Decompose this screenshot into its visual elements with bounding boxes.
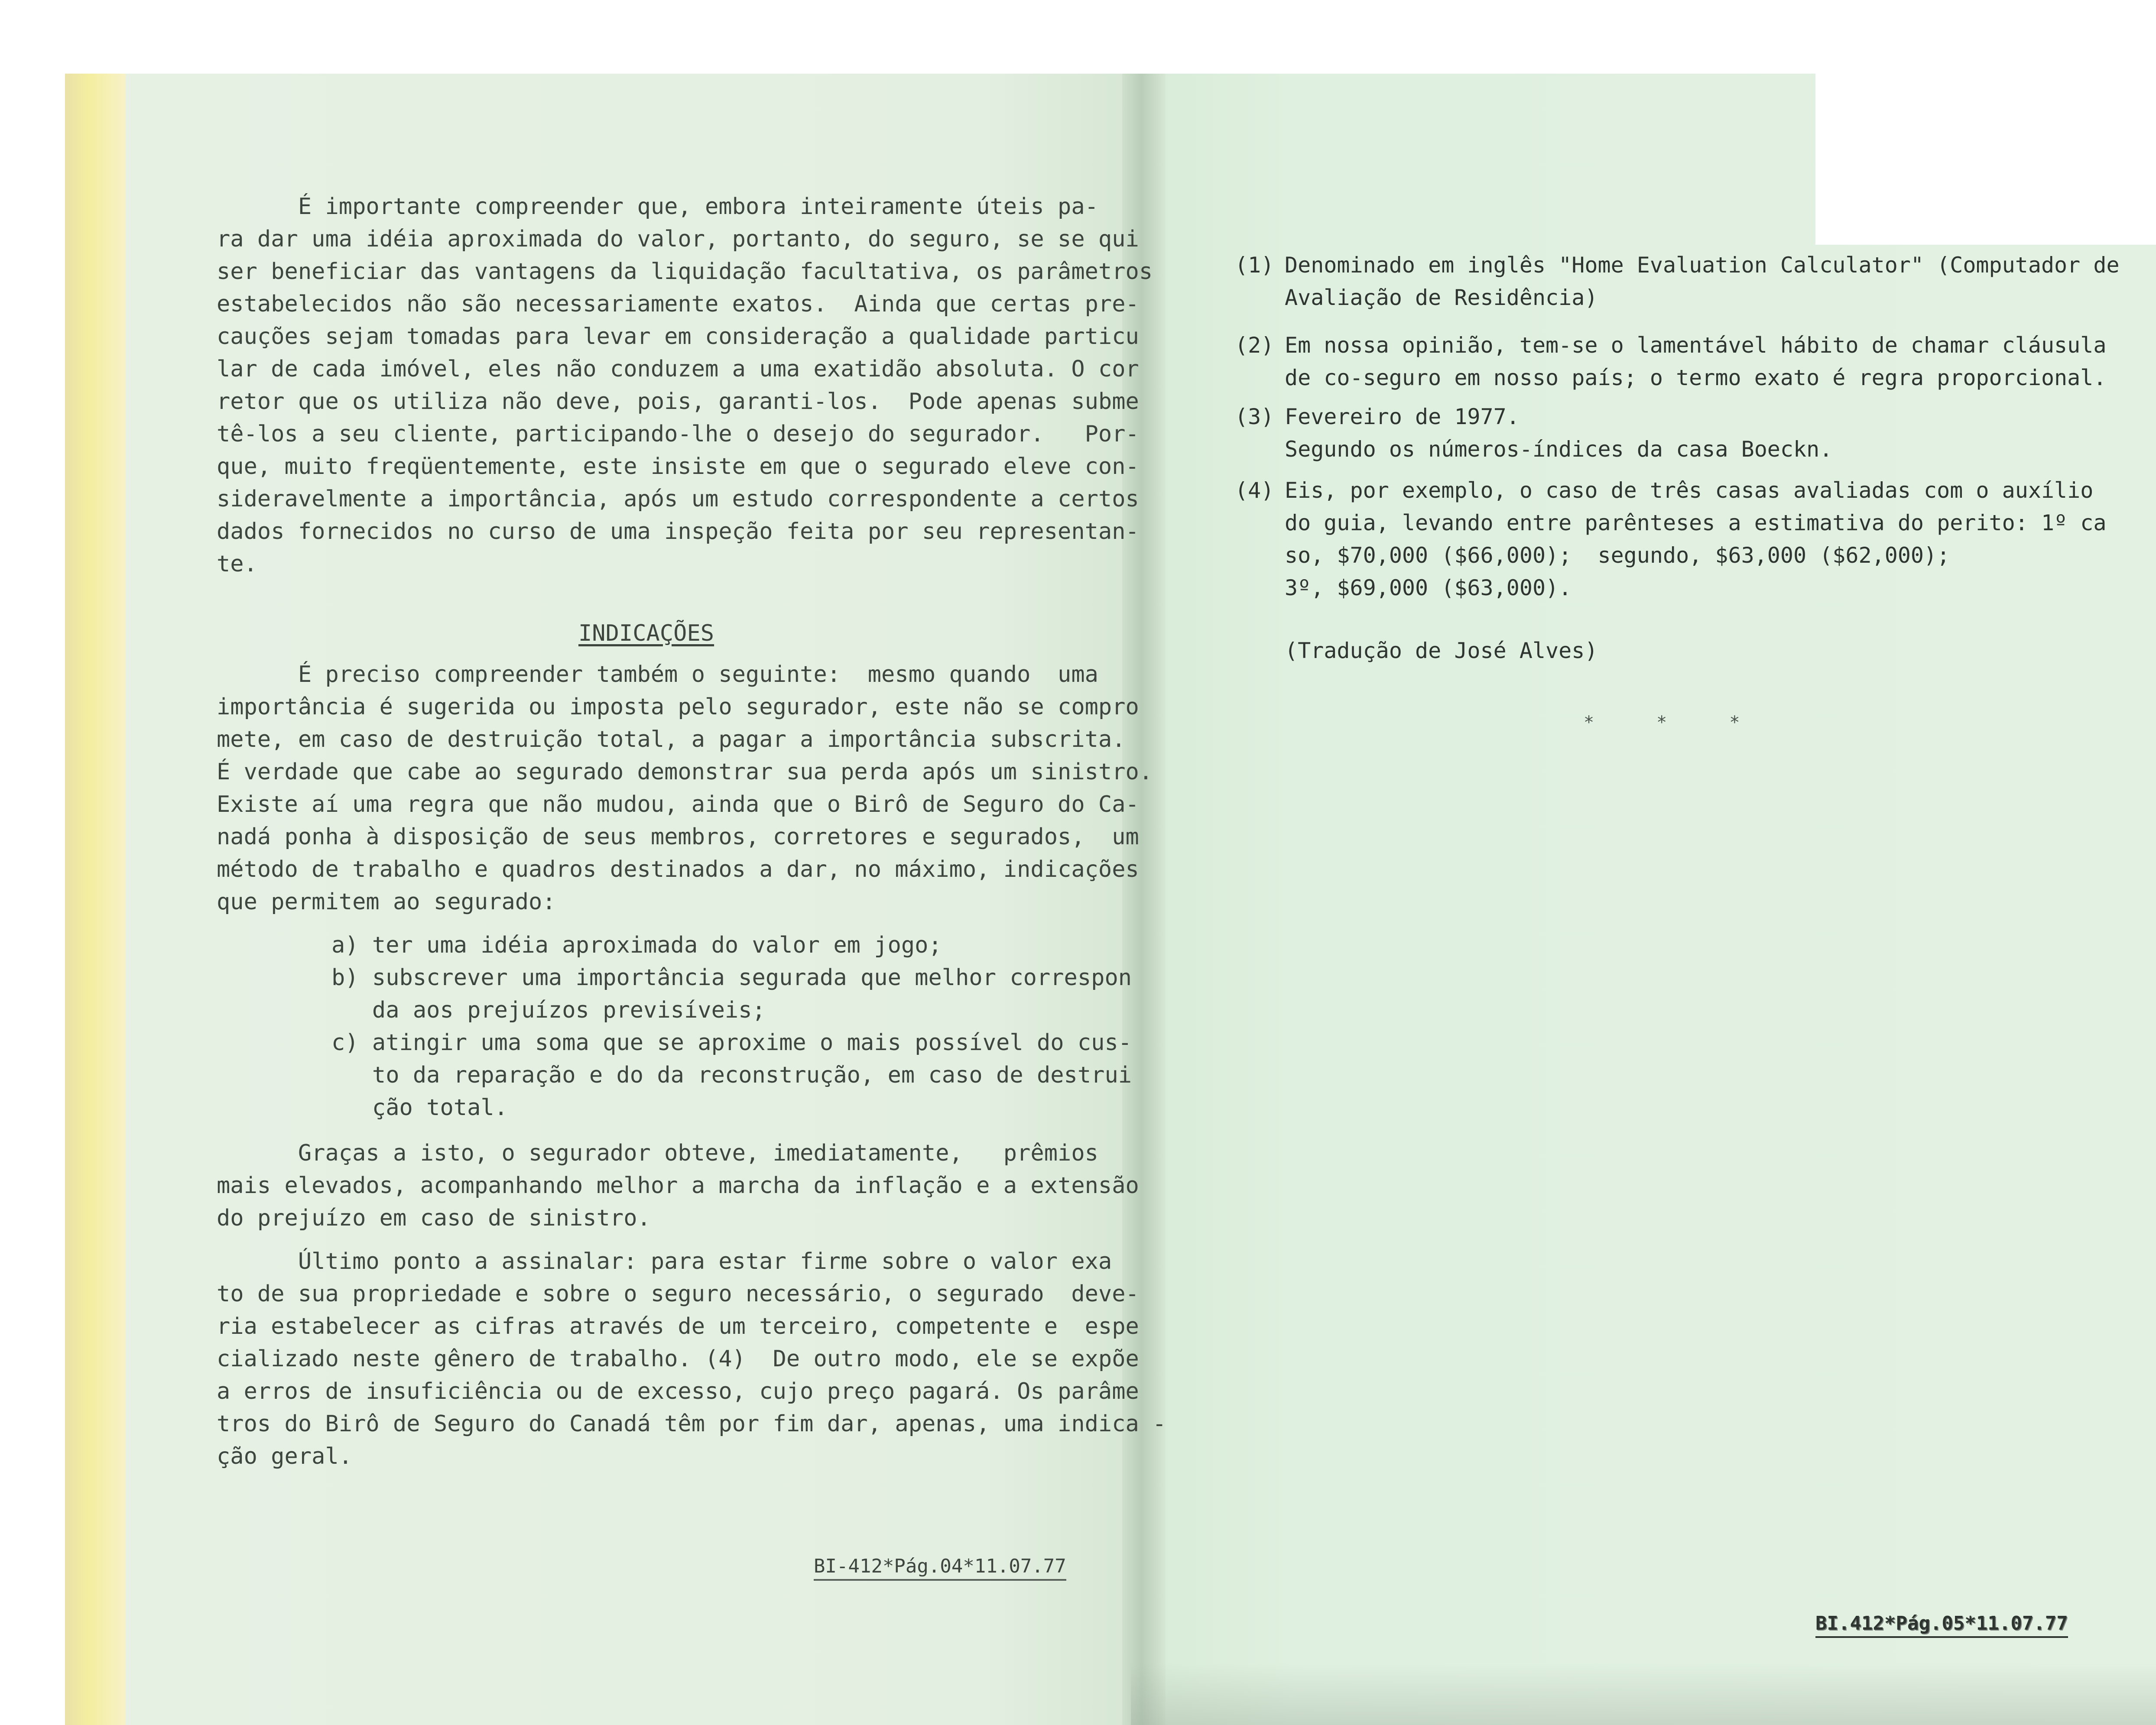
text-line: ção geral. <box>217 1443 353 1469</box>
text-line: do prejuízo em caso de sinistro. <box>217 1205 651 1231</box>
text-line: retor que os utiliza não deve, pois, garanti-los. Pode apenas subme <box>217 389 1139 415</box>
text-line: ra dar uma idéia aproximada do valor, portanto, do seguro, se se qui <box>217 226 1139 252</box>
text-line: que, muito freqüentemente, este insiste em que o segurado eleve con- <box>217 454 1139 480</box>
right-page <box>1144 74 2156 1725</box>
text-line: a erros de insuficiência ou de excesso, cujo preço pagará. Os parâme <box>217 1378 1139 1404</box>
section-heading: INDICAÇÕES <box>578 620 714 646</box>
text-line: É importante compreender que, embora inteiramente úteis pa- <box>217 194 1098 220</box>
footnote-line: Fevereiro de 1977. <box>1285 404 1520 429</box>
page-shadow <box>1131 1663 2156 1725</box>
text-line: ria estabelecer as cifras através de um terceiro, competente e espe <box>217 1313 1139 1339</box>
text-line: dados fornecidos no curso de uma inspeção feita por seu representan- <box>217 519 1139 545</box>
footnote-number: (1) <box>1235 253 1274 278</box>
list-item: ção total. <box>331 1095 508 1121</box>
list-item: a) ter uma idéia aproximada do valor em jogo; <box>331 932 942 958</box>
text-line: to de sua propriedade e sobre o seguro necessário, o segurado deve- <box>217 1281 1139 1307</box>
page-reference-left: BI-412*Pág.04*11.07.77 <box>814 1555 1066 1581</box>
footnote-line: Eis, por exemplo, o caso de três casas avaliadas com o auxílio <box>1285 478 2094 503</box>
list-item: to da reparação e do da reconstrução, em caso de destrui <box>331 1062 1132 1088</box>
text-line: tê-los a seu cliente, participando-lhe o desejo do segurador. Por- <box>217 421 1139 447</box>
blank-scan-area <box>1815 74 2156 245</box>
text-line: Último ponto a assinalar: para estar firme sobre o valor exa <box>217 1248 1112 1274</box>
text-line: que permitem ao segurado: <box>217 889 556 915</box>
yellow-page-edge <box>65 74 126 1725</box>
footnote-line: Segundo os números-índices da casa Boeckn. <box>1285 437 1833 462</box>
section-separator: * * * <box>1584 713 1766 733</box>
text-line: mais elevados, acompanhando melhor a marcha da inflação e a extensão <box>217 1173 1139 1199</box>
list-item: da aos prejuízos previsíveis; <box>331 997 766 1023</box>
text-line: Existe aí uma regra que não mudou, ainda que o Birô de Seguro do Ca- <box>217 791 1139 817</box>
text-line: estabelecidos não são necessariamente exatos. Ainda que certas pre- <box>217 291 1139 317</box>
footnote-number: (3) <box>1235 404 1274 429</box>
text-line: lar de cada imóvel, eles não conduzem a uma exatidão absoluta. O cor <box>217 356 1139 382</box>
text-line: É preciso compreender também o seguinte: mesmo quando uma <box>217 661 1098 687</box>
translation-credit: (Tradução de José Alves) <box>1285 638 1598 663</box>
text-line: importância é sugerida ou imposta pelo segurador, este não se compro <box>217 694 1139 720</box>
footnote-line: 3º, $69,000 ($63,000). <box>1285 575 1572 600</box>
text-line: nadá ponha à disposição de seus membros, corretores e segurados, um <box>217 824 1139 850</box>
footnote-number: (4) <box>1235 478 1274 503</box>
footnote-line: Em nossa opinião, tem-se o lamentável hábito de chamar cláusula <box>1285 333 2107 358</box>
text-line: mete, em caso de destruição total, a pagar a importância subscrita. <box>217 726 1126 752</box>
text-line: método de trabalho e quadros destinados a dar, no máximo, indicações <box>217 856 1139 882</box>
footnote-line: de co-seguro em nosso país; o termo exato é regra proporcional. <box>1285 365 2107 390</box>
list-item: b) subscrever uma importância segurada que melhor correspon <box>331 965 1132 991</box>
text-line: Graças a isto, o segurador obteve, imediatamente, prêmios <box>217 1140 1098 1166</box>
text-line: É verdade que cabe ao segurado demonstrar sua perda após um sinistro. <box>217 759 1153 785</box>
page-reference-right: BI.412*Pág.05*11.07.77 <box>1815 1612 2068 1638</box>
footnote-line: do guia, levando entre parênteses a estimativa do perito: 1º ca <box>1285 510 2107 535</box>
footnote-number: (2) <box>1235 333 1274 358</box>
text-line: cauções sejam tomadas para levar em consideração a qualidade particu <box>217 324 1139 350</box>
footnote-line: Denominado em inglês "Home Evaluation Calculator" (Computador de <box>1285 253 2120 278</box>
text-line: sideravelmente a importância, após um estudo correspondente a certos <box>217 486 1139 512</box>
text-line: tros do Birô de Seguro do Canadá têm por fim dar, apenas, uma indica - <box>217 1411 1166 1437</box>
text-line: cializado neste gênero de trabalho. (4) De outro modo, ele se expõe <box>217 1346 1139 1372</box>
list-item: c) atingir uma soma que se aproxime o mais possível do cus- <box>331 1030 1132 1056</box>
footnote-line: Avaliação de Residência) <box>1285 285 1598 310</box>
footnote-line: so, $70,000 ($66,000); segundo, $63,000 ($62,000); <box>1285 543 1950 568</box>
text-line: te. <box>217 551 257 577</box>
text-line: ser beneficiar das vantagens da liquidação facultativa, os parâmetros <box>217 259 1153 285</box>
